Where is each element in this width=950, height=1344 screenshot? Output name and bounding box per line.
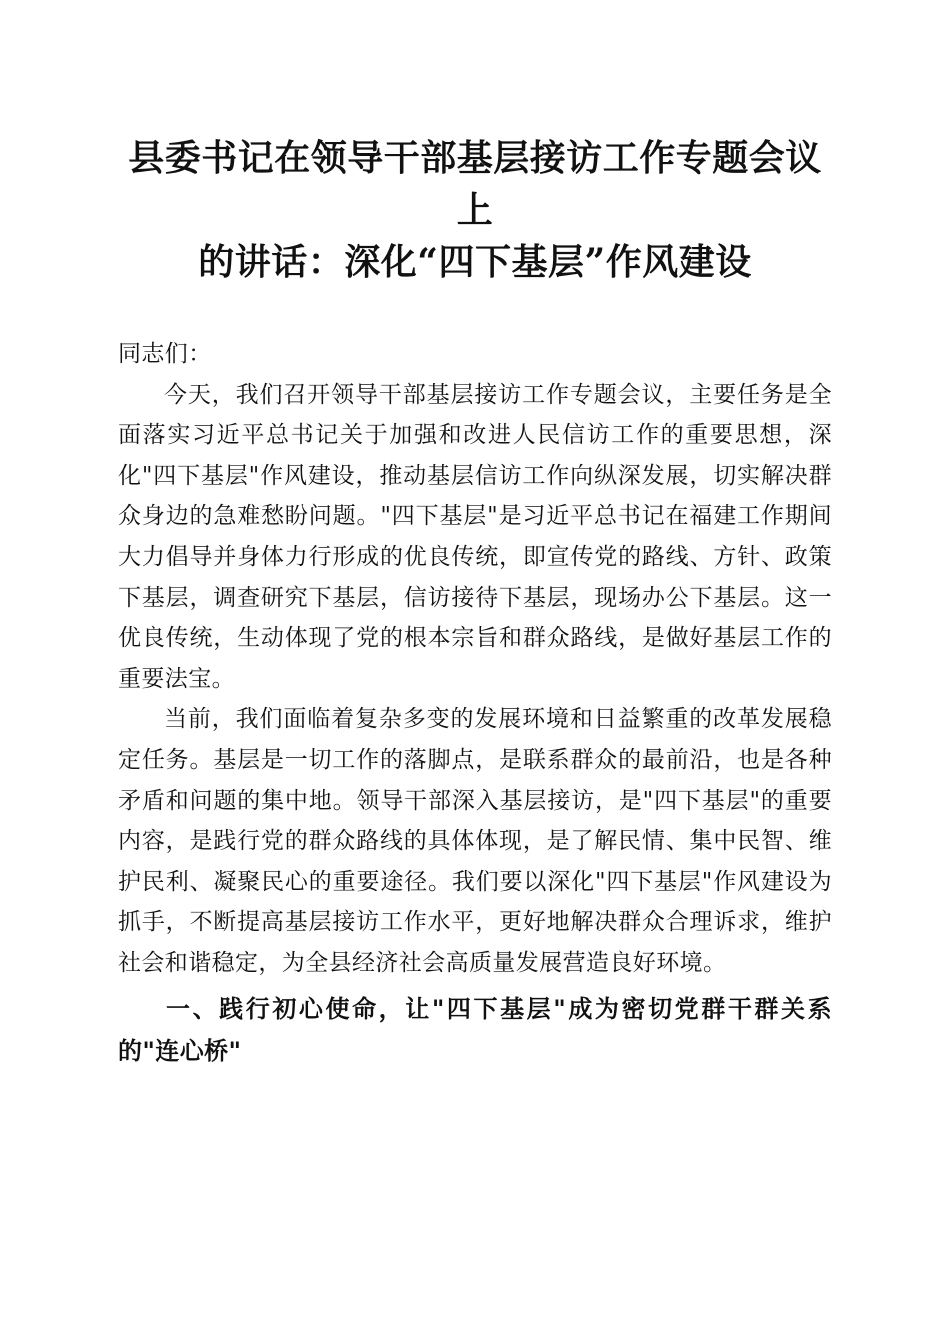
- document-body: [118, 334, 832, 1072]
- paragraph-1: 今天，我们召开领导干部基层接访工作专题会议，主要任务是全面落实习近平总书记关于加强和改进人民信访工作的重要思想，深化"四下基层"作风建设，推动基层信访工作向纵深发展，切实解决群众身边的急难愁盼问题。"四下基层"是习近平总书记在福建工作期间大力倡导并身体力行形成的优良传统，即宣传党的路线、方针、政策下基层，调查研究下基层，信访接待下基层，现场办公下基层。这一优良传统，生动体现了党的根本宗旨和群众路线，是做好基层工作的重要法宝。: [118, 381, 832, 692]
- paragraph-2: 当前，我们面临着复杂多变的发展环境和日益繁重的改革发展稳定任务。基层是一切工作的落脚点，是联系群众的最前沿，也是各种矛盾和问题的集中地。领导干部深入基层接访，是"四下基层"的重要内容，是践行党的群众路线的具体体现，是了解民情、集中民智、维护民利、凝聚民心的重要途径。我们要以深化"四下基层"作风建设为抓手，不断提高基层接访工作水平，更好地解决群众合理诉求，维护社会和谐稳定，为全县经济社会高质量发展营造良好环境。: [118, 706, 832, 976]
- greeting: 同志们：: [118, 341, 212, 367]
- title-line-1: 县委书记在领导干部基层接访工作专题会议上: [128, 137, 822, 231]
- section-heading-1: 一、践行初心使命，让"四下基层"成为密切党群干群关系的"连心桥": [118, 994, 832, 1065]
- title-line-2: 的讲话：深化“四下基层”作风建设: [198, 241, 752, 283]
- document-title: [118, 132, 832, 288]
